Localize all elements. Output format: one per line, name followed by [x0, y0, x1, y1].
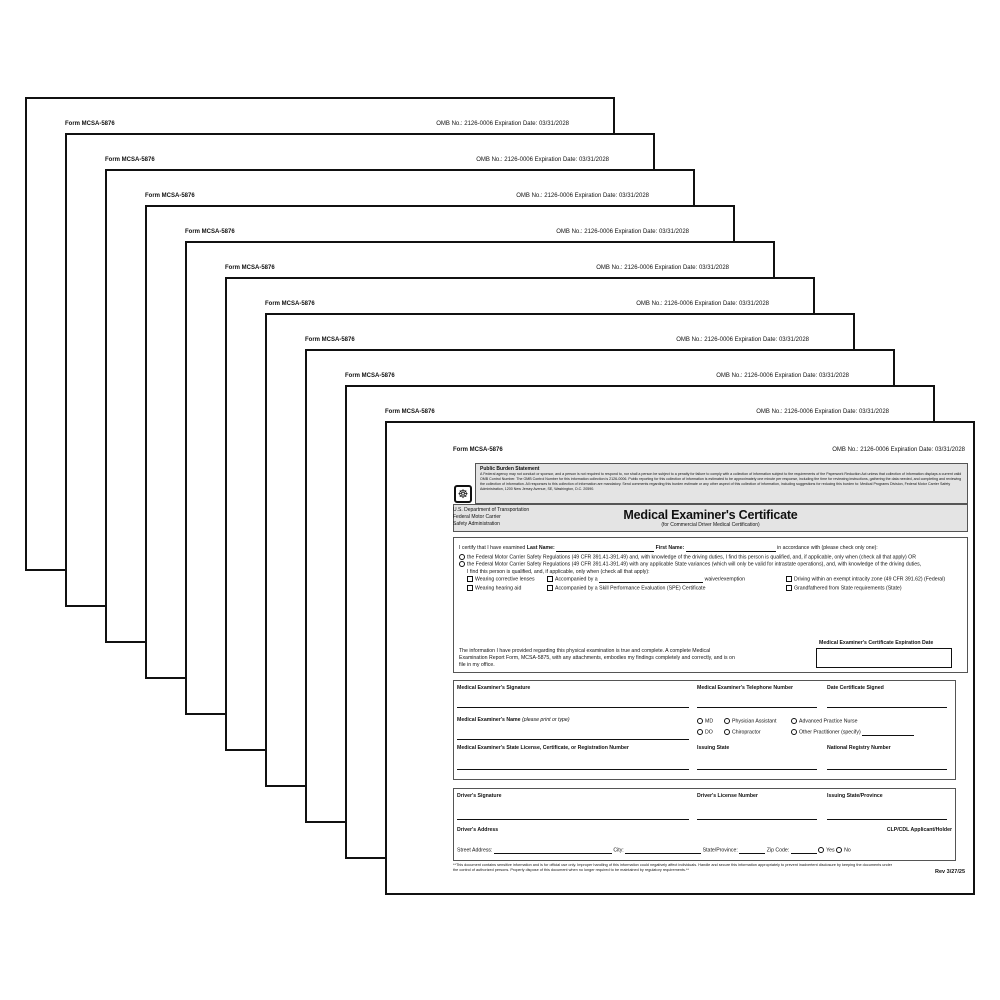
no-label: No [844, 847, 851, 854]
expiration-date-field[interactable] [816, 648, 952, 668]
apn-radio[interactable] [791, 718, 797, 724]
examiner-phone-label: Medical Examiner's Telephone Number [697, 685, 793, 691]
option-federal-label: the Federal Motor Carrier Safety Regulations (49 CFR 391.41-391.49) and, with knowledge of the driving duties, I find this person is qualified, and, if applicable, only when (check all that apply) OR [467, 554, 916, 561]
check-label: Wearing corrective lenses [475, 576, 535, 583]
front-form-sheet [385, 421, 975, 895]
title-bar [453, 504, 968, 532]
agency-name [453, 507, 529, 528]
attestation-text: The information I have provided regarding this physical examination is true and complete. A complete Medical Examination Report Form, MCSA-5875, with any attachments, embodies my findings completely and correctly, and is on file in my office. [459, 648, 735, 668]
option-federal-radio[interactable] [459, 554, 465, 560]
omb-number: OMB No.: 2126-0006 Expiration Date: 03/31/2028 [832, 447, 965, 453]
other-practitioner-field[interactable] [862, 735, 914, 736]
form-id: Form MCSA-5876 [185, 229, 235, 235]
form-id: Form MCSA-5876 [225, 265, 275, 271]
form-id: Form MCSA-5876 [65, 121, 115, 127]
driver-section [453, 788, 956, 861]
agency-line: U.S. Department of Transportation [453, 507, 530, 513]
form-title: Medical Examiner's Certificate [623, 508, 798, 522]
agency-line: Federal Motor Carrier [453, 514, 501, 520]
chiropractor-radio[interactable] [724, 729, 730, 735]
last-name-label: Last Name: [526, 545, 555, 551]
issuing-state-field[interactable] [697, 769, 817, 770]
driver-license-label: Driver's License Number [697, 793, 758, 799]
waiver-field[interactable] [599, 582, 703, 583]
check-label: Accompanied by a [555, 576, 598, 583]
corrective-lenses-checkbox[interactable] [467, 576, 473, 582]
issuing-state-label: Issuing State [697, 745, 730, 751]
clp-yes-radio[interactable] [818, 847, 824, 853]
examiner-name-field[interactable] [457, 739, 689, 740]
form-id: Form MCSA-5876 [105, 157, 155, 163]
footer-notice: **This document contains sensitive information and is for official use only. Improper handling of this information could negatively affect individuals. Handle and secure this information appropriately to prevent inadvertent disclosure by keeping the documents under the control of authorized persons. Properly dispose of this document when no longer required to be maintained by regulatory requirements.** [453, 863, 892, 872]
omb-number: OMB No.: 2126-0006 Expiration Date: 03/31/2028 [596, 265, 729, 271]
examiner-phone-field[interactable] [697, 707, 817, 708]
clp-label: CLP/CDL Applicant/Holder [886, 827, 952, 833]
driver-issuing-label: Issuing State/Province [827, 793, 883, 799]
examiner-signature-field[interactable] [457, 707, 689, 708]
first-name-label: First Name: [655, 545, 685, 551]
type-label: DO [705, 729, 713, 736]
spe-checkbox[interactable] [547, 585, 553, 591]
check-label: Wearing hearing aid [475, 585, 522, 592]
street-field[interactable] [494, 853, 612, 854]
do-radio[interactable] [697, 729, 703, 735]
form-subtitle: (for Commercial Driver Medical Certification) [661, 522, 760, 528]
pa-radio[interactable] [724, 718, 730, 724]
last-name-field[interactable] [556, 551, 654, 552]
dot-logo-icon: ☸ [454, 485, 472, 503]
state-field[interactable] [739, 853, 765, 854]
burden-text: A Federal agency may not conduct or sponsor, and a person is not required to respond to, nor shall a person be subject to a penalty for failure to comply with a collection of information subject to the requirements of the Paperwork Reduction Act unless that collection of information displays a current valid OMB Control Number. The OMB Control Number for this information collection is 2126-0006. Public reporting for this collection of information is estimated to be approximately one minute per response, including the time for reviewing instructions, gathering the data needed, and completing and reviewing the collection of information. All responses to this collection of information are mandatory. Send comments regarding this burden estimate or any other aspect of this collection of information, including suggestions for reducing this burden to: Medical Programs Division, Federal Motor Carrier Safety Administration, 1200 New Jersey Avenue, SE, Washington, D.C. 20590. [480, 472, 962, 491]
zip-label: Zip Code: [766, 847, 790, 854]
type-label: MD [705, 718, 714, 725]
type-label: Chiropractor [732, 729, 761, 736]
form-id: Form MCSA-5876 [265, 301, 315, 307]
street-label: Street Address: [457, 847, 493, 854]
type-label: Other Practitioner (specify) [799, 729, 861, 736]
driver-address-label: Driver's Address [457, 827, 499, 833]
type-label: Advanced Practice Nurse [799, 718, 858, 725]
driver-signature-label: Driver's Signature [457, 793, 502, 799]
registry-label: National Registry Number [827, 745, 891, 751]
form-id: Form MCSA-5876 [145, 193, 195, 199]
waiver-checkbox[interactable] [547, 576, 553, 582]
option-state-variance-radio[interactable] [459, 561, 465, 567]
date-signed-field[interactable] [827, 707, 947, 708]
option-state-variance-label: the Federal Motor Carrier Safety Regulations (49 CFR 391.41-391.49) with any applicable State variances (which will only be valid for intrastate operations), and, with knowledge of the driving duties, [467, 561, 922, 568]
check-label: waiver/exemption [704, 576, 745, 583]
examiner-name-label: Medical Examiner's Name (please print or type) [457, 717, 570, 723]
omb-number: OMB No.: 2126-0006 Expiration Date: 03/31/2028 [676, 337, 809, 343]
clp-no-radio[interactable] [836, 847, 842, 853]
driver-issuing-field[interactable] [827, 819, 947, 820]
check-label: Grandfathered from State requirements (State) [794, 585, 902, 592]
form-id: Form MCSA-5876 [453, 447, 503, 453]
burden-statement [475, 463, 968, 504]
city-field[interactable] [625, 853, 701, 854]
driver-license-field[interactable] [697, 819, 817, 820]
examiner-section [453, 680, 956, 780]
omb-number: OMB No.: 2126-0006 Expiration Date: 03/31/2028 [436, 121, 569, 127]
intracity-checkbox[interactable] [786, 576, 792, 582]
type-label: Physician Assistant [732, 718, 777, 725]
grandfathered-checkbox[interactable] [786, 585, 792, 591]
burden-title: Public Burden Statement [480, 466, 540, 472]
license-number-field[interactable] [457, 769, 689, 770]
revision: Rev 3/27/25 [935, 869, 965, 875]
md-radio[interactable] [697, 718, 703, 724]
omb-number: OMB No.: 2126-0006 Expiration Date: 03/31/2028 [516, 193, 649, 199]
cert-intro: I certify that I have examined [459, 545, 526, 551]
expiration-label: Medical Examiner's Certificate Expiration Date [819, 640, 934, 646]
accordance-text: in accordance with (please check only one): [777, 545, 878, 551]
agency-line: Safety Administration [453, 521, 500, 527]
examiner-signature-label: Medical Examiner's Signature [457, 685, 531, 691]
first-name-field[interactable] [686, 551, 776, 552]
check-label: Driving within an exempt intracity zone (49 CFR 391.62) (Federal) [794, 576, 946, 583]
zip-field[interactable] [791, 853, 817, 854]
form-id: Form MCSA-5876 [305, 337, 355, 343]
yes-label: Yes [826, 847, 835, 854]
license-label: Medical Examiner's State License, Certificate, or Registration Number [457, 745, 629, 751]
state-label: State/Province: [702, 847, 738, 854]
option-state-variance-label-2: I find this person is qualified, and, if applicable, only when (check all that apply): [467, 568, 650, 575]
driver-signature-field[interactable] [457, 819, 689, 820]
omb-number: OMB No.: 2126-0006 Expiration Date: 03/31/2028 [756, 409, 889, 415]
omb-number: OMB No.: 2126-0006 Expiration Date: 03/31/2028 [556, 229, 689, 235]
omb-number: OMB No.: 2126-0006 Expiration Date: 03/31/2028 [476, 157, 609, 163]
form-id: Form MCSA-5876 [345, 373, 395, 379]
hearing-aid-checkbox[interactable] [467, 585, 473, 591]
omb-number: OMB No.: 2126-0006 Expiration Date: 03/31/2028 [716, 373, 849, 379]
check-label: Accompanied by a Skill Performance Evaluation (SPE) Certificate [555, 585, 706, 592]
other-radio[interactable] [791, 729, 797, 735]
date-signed-label: Date Certificate Signed [827, 685, 884, 691]
city-label: City: [613, 847, 624, 854]
certification-section [453, 537, 968, 673]
form-id: Form MCSA-5876 [385, 409, 435, 415]
omb-number: OMB No.: 2126-0006 Expiration Date: 03/31/2028 [636, 301, 769, 307]
registry-number-field[interactable] [827, 769, 947, 770]
